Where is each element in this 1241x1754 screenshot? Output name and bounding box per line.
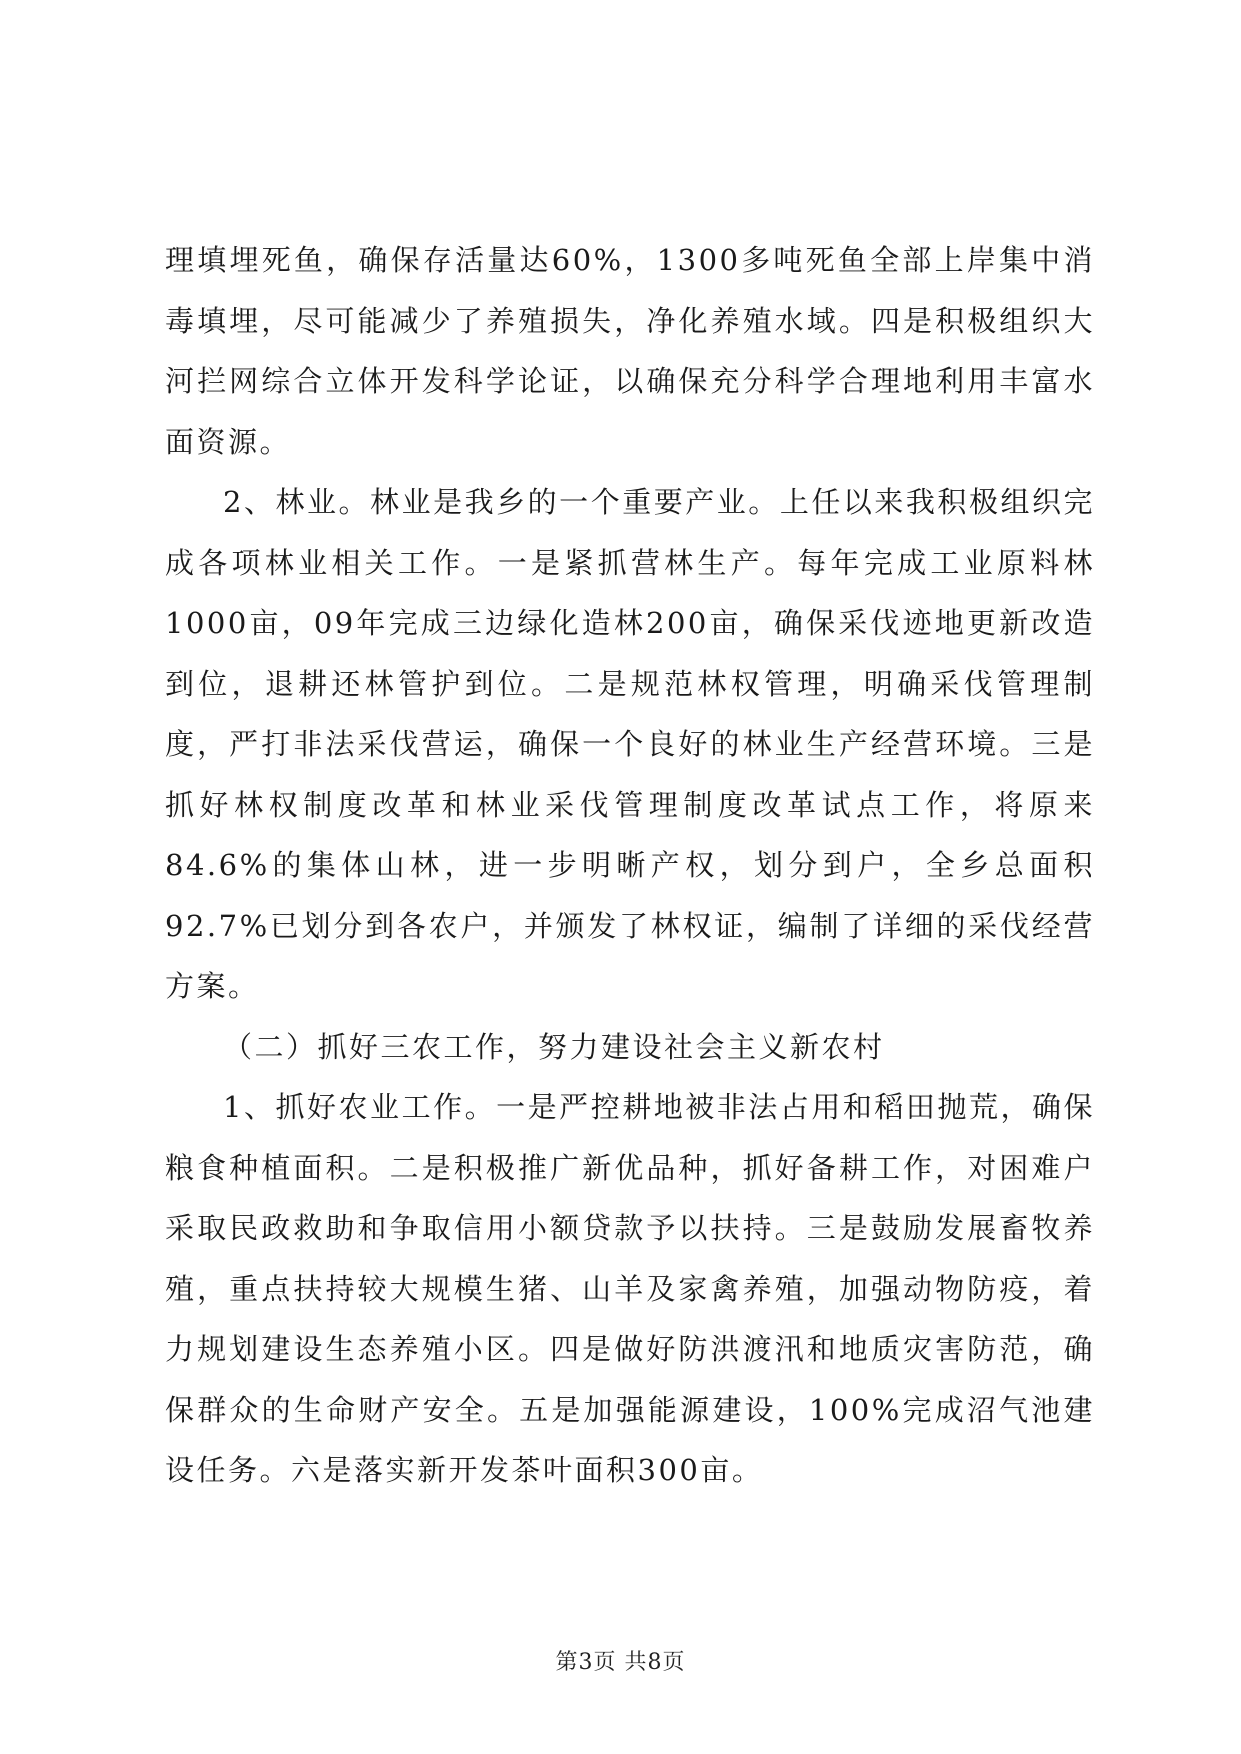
- paragraph-fishery-continued: 理填埋死鱼，确保存活量达60%，1300多吨死鱼全部上岸集中消毒填埋，尽可能减少了养殖损失，净化养殖水域。四是积极组织大河拦网综合立体开发科学论证，以确保充分科学合理地利用丰富水面资源。: [165, 243, 1095, 459]
- section-heading-sannong: （二）抓好三农工作，努力建设社会主义新农村: [223, 1029, 885, 1064]
- document-body: [165, 230, 1095, 1501]
- paragraph-forestry: 2、林业。林业是我乡的一个重要产业。上任以来我积极组织完成各项林业相关工作。一是紧抓营林生产。每年完成工业原料林1000亩，09年完成三边绿化造林200亩，确保采伐迹地更新改造到位，退耕还林管护到位。二是规范林权管理，明确采伐管理制度，严打非法采伐营运，确保一个良好的林业生产经营环境。三是抓好林权制度改革和林业采伐管理制度改革试点工作，将原来84.6%的集体山林，进一步明晰产权，划分到户，全乡总面积92.7%已划分到各农户，并颁发了林权证，编制了详细的采伐经营方案。: [165, 485, 1095, 1003]
- paragraph-agriculture: 1、抓好农业工作。一是严控耕地被非法占用和稻田抛荒，确保粮食种植面积。二是积极推广新优品种，抓好备耕工作，对困难户采取民政救助和争取信用小额贷款予以扶持。三是鼓励发展畜牧养殖，重点扶持较大规模生猪、山羊及家禽养殖，加强动物防疫，着力规划建设生态养殖小区。四是做好防洪渡汛和地质灾害防范，确保群众的生命财产安全。五是加强能源建设，100%完成沼气池建设任务。六是落实新开发茶叶面积300亩。: [165, 1090, 1095, 1487]
- page-number-footer: 第3页 共8页: [555, 1650, 686, 1675]
